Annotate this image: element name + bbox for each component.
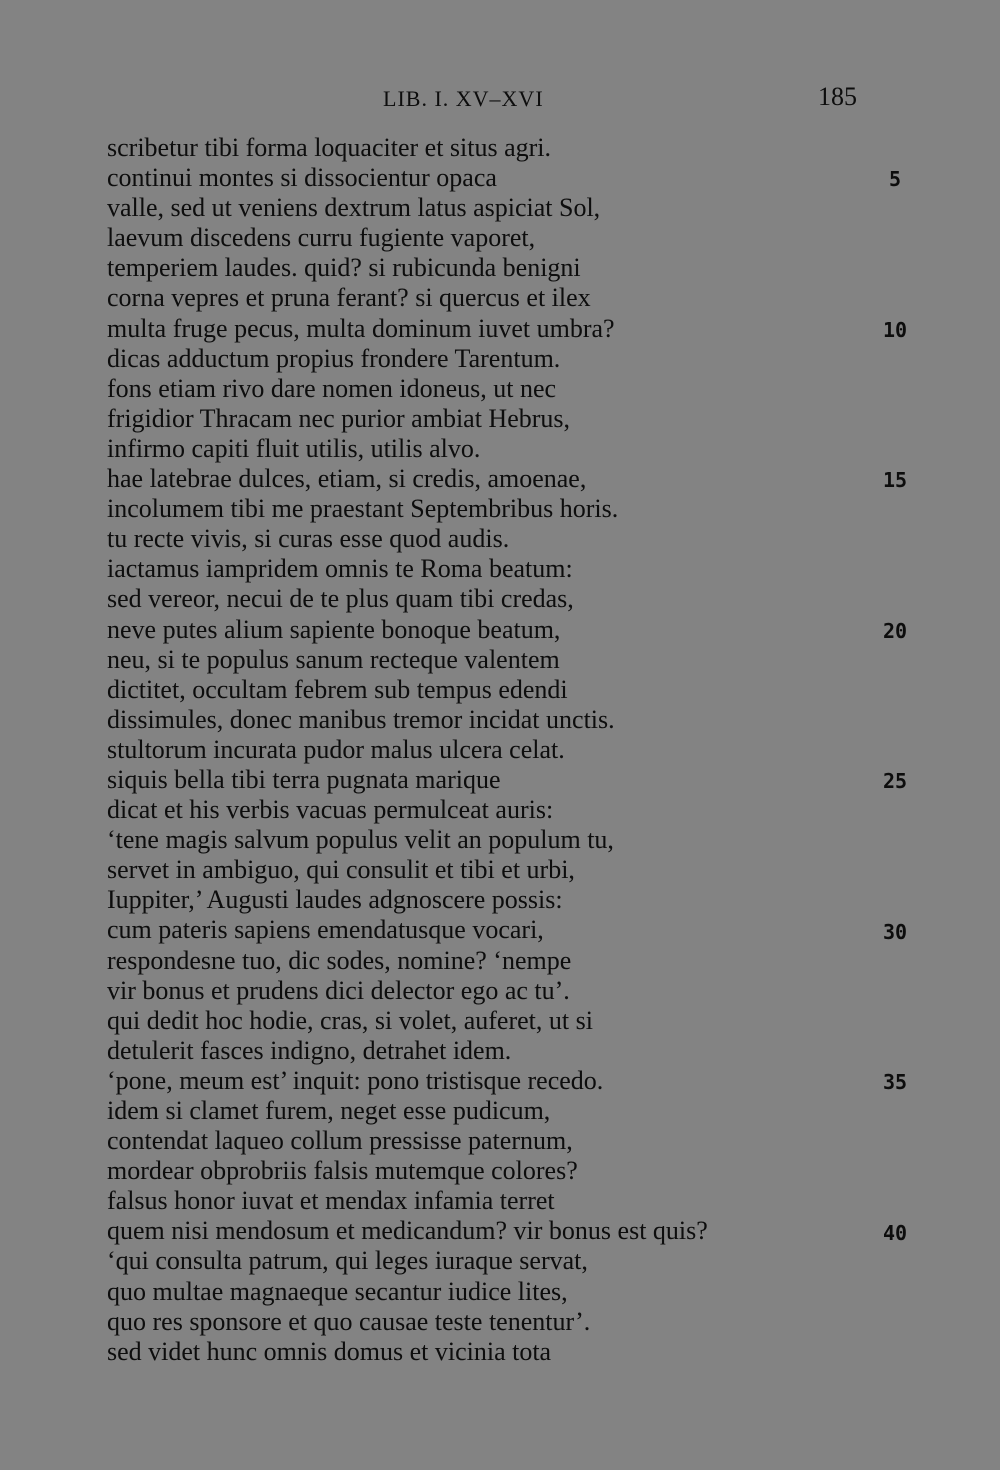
verse-line: siquis bella tibi terra pugnata marique (107, 764, 501, 794)
line-number: 5 (888, 167, 902, 192)
line-number: 15 (882, 468, 908, 493)
verse-line: cum pateris sapiens emendatusque vocari, (107, 915, 544, 945)
verse-line: mordear obprobriis falsis mutemque colores? (107, 1156, 578, 1186)
line-number: 40 (882, 1220, 908, 1245)
verse-line: respondesne tuo, dic sodes, nomine? ‘nempe (107, 945, 572, 975)
line-number: 25 (882, 769, 908, 794)
verse-line: dicas adductum propius frondere Tarentum. (107, 343, 561, 373)
verse-line: tu recte vivis, si curas esse quod audis. (107, 524, 510, 554)
verse-line: contendat laqueo collum pressisse paternum, (107, 1126, 573, 1156)
verse-line: dicat et his verbis vacuas permulceat auris: (107, 795, 554, 825)
verse-line: qui dedit hoc hodie, cras, si volet, auferet, ut si (107, 1005, 593, 1035)
verse-line: iactamus iampridem omnis te Roma beatum: (107, 554, 573, 584)
verse-line: incolumem tibi me praestant Septembribus horis. (107, 494, 619, 524)
verse-line: quo multae magnaeque secantur iudice lites, (107, 1276, 568, 1306)
verse-line: quem nisi mendosum et medicandum? vir bonus est quis? (107, 1216, 708, 1246)
line-number: 30 (882, 919, 908, 944)
verse-line: fons etiam rivo dare nomen idoneus, ut nec (107, 373, 557, 403)
verse-line: ‘tene magis salvum populus velit an populum tu, (107, 825, 614, 855)
verse-line: detulerit fasces indigno, detrahet idem. (107, 1035, 512, 1065)
page-number: 185 (818, 82, 857, 111)
line-number: 20 (882, 618, 908, 643)
verse-line: continui montes si dissocientur opaca (107, 163, 497, 193)
verse-line: neu, si te populus sanum recteque valentem (107, 644, 560, 674)
verse-line: stultorum incurata pudor malus ulcera celat. (107, 734, 565, 764)
running-title: LIB. I. XV–XVI (383, 86, 544, 111)
line-number: 10 (882, 317, 908, 342)
line-number: 35 (882, 1070, 908, 1095)
verse-line: infirmo capiti fluit utilis, utilis alvo. (107, 433, 481, 463)
verse-line: dissimules, donec manibus tremor incidat unctis. (107, 704, 615, 734)
verse-line: ‘pone, meum est’ inquit: pono tristisque recedo. (107, 1065, 604, 1095)
verse-line: vir bonus et prudens dici delector ego ac tu’. (107, 975, 570, 1005)
verse-line: Iuppiter,’ Augusti laudes adgnoscere possis: (107, 885, 563, 915)
verse-line: valle, sed ut veniens dextrum latus aspiciat Sol, (107, 193, 601, 223)
verse-line: corna vepres et pruna ferant? si quercus et ilex (107, 283, 591, 313)
verse-line: frigidior Thracam nec purior ambiat Hebrus, (107, 403, 571, 433)
verse-line: idem si clamet furem, neget esse pudicum, (107, 1096, 551, 1125)
verse-line: servet in ambiguo, qui consulit et tibi et urbi, (107, 855, 575, 885)
verse-line: neve putes alium sapiente bonoque beatum, (107, 614, 561, 644)
verse-line: quo res sponsore et quo causae teste tenentur’. (107, 1306, 591, 1336)
verse-line: falsus honor iuvat et mendax infamia terret (107, 1186, 555, 1216)
verse-line: scribetur tibi forma loquaciter et situs agri. (107, 133, 552, 162)
verse-text (107, 133, 867, 1367)
verse-line: dictitet, occultam febrem sub tempus edendi (107, 674, 568, 704)
verse-line: multa fruge pecus, multa dominum iuvet umbra? (107, 313, 615, 343)
verse-line: temperiem laudes. quid? si rubicunda benigni (107, 253, 581, 283)
verse-line: sed videt hunc omnis domus et vicinia tota (107, 1336, 552, 1366)
verse-line: hae latebrae dulces, etiam, si credis, amoenae, (107, 464, 587, 494)
verse-line: sed vereor, necui de te plus quam tibi credas, (107, 584, 574, 614)
verse-line: laevum discedens curru fugiente vaporet, (107, 223, 536, 253)
verse-line: ‘qui consulta patrum, qui leges iuraque servat, (107, 1246, 588, 1276)
